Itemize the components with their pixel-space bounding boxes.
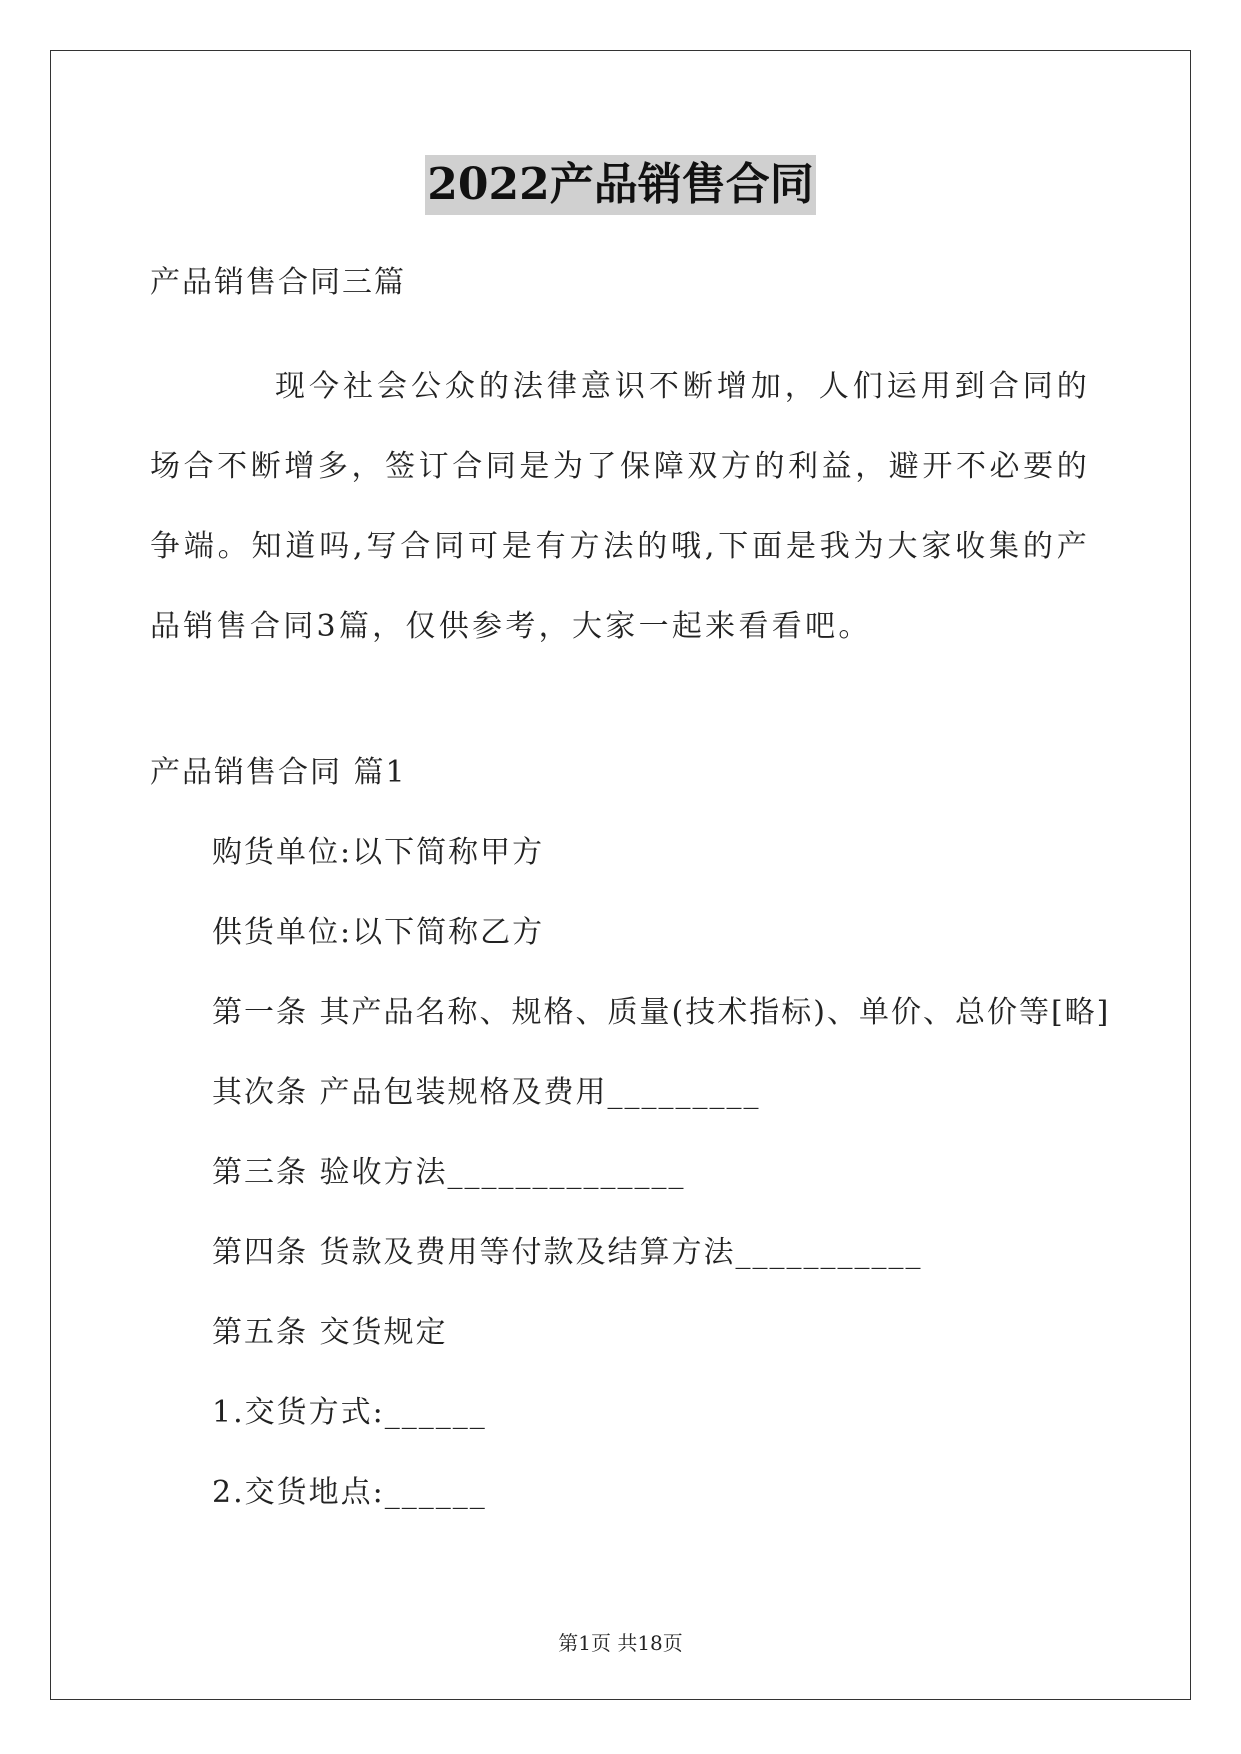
page-footer: 第1页 共18页 [558, 1631, 683, 1655]
clause-2: 其次条 产品包装规格及费用_________ [212, 1075, 761, 1110]
intro-paragraph: 现今社会公众的法律意识不断增加，人们运用到合同的场合不断增多，签订合同是为了保障双方的利益，避开不必要的争端。知道吗,写合同可是有方法的哦,下面是我为大家收集的产品销售合同3篇，仅供参考，大家一起来看看吧。 [150, 369, 1090, 644]
document-title: 2022产品销售合同 [425, 155, 815, 215]
document-subtitle: 产品销售合同三篇 [150, 265, 406, 300]
clause-5-item-1: 1.交货方式:______ [212, 1395, 487, 1430]
clause-3: 第三条 验收方法______________ [212, 1155, 686, 1190]
clause-seller: 供货单位:以下简称乙方 [212, 915, 545, 950]
section-heading: 产品销售合同 篇1 [150, 755, 407, 790]
title-container [0, 155, 1241, 215]
clause-4: 第四条 货款及费用等付款及结算方法___________ [212, 1235, 923, 1270]
clause-buyer: 购货单位:以下简称甲方 [212, 835, 545, 870]
clause-1: 第一条 其产品名称、规格、质量(技术指标)、单价、总价等[略] [212, 995, 1111, 1030]
clause-5: 第五条 交货规定 [212, 1315, 448, 1350]
clause-5-item-2: 2.交货地点:______ [212, 1475, 487, 1510]
